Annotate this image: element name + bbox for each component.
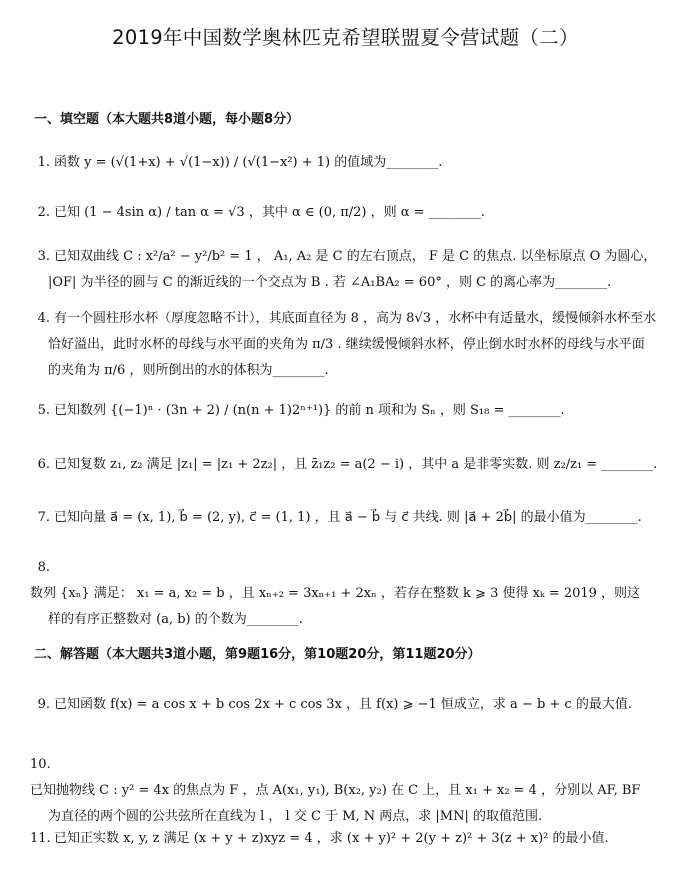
question-number: 4. [37,311,50,326]
question-text: |OF| 为半径的圆与 C 的渐近线的一个交点为 B . 若 ∠A₁BA₂ = 60° ，则 C 的离心率为________. [48,275,612,290]
question-10 [30,752,664,830]
question-1 [30,150,664,176]
question-text: 已知函数 f(x) = a cos x + b cos 2x + c cos 3x ，且 f(x) ⩾ −1 恒成立，求 a − b + c 的最大值. [54,697,632,712]
question-text: 已知数列 {(−1)ⁿ · (3n + 2) / (n(n + 1)2ⁿ⁺¹)} 的前 n 项和为 Sₙ ，则 S₁₈ = ________. [54,403,565,418]
question-number: 3. [37,249,50,264]
question-text: 已知双曲线 C : x²/a² − y²/b² = 1 ， A₁, A₂ 是 C 的左右顶点， F 是 C 的焦点. 以坐标原点 O 为圆心， [54,249,657,264]
question-number: 8. [37,560,50,575]
question-7 [30,505,664,531]
question-number: 2. [37,205,50,220]
question-11 [30,826,664,852]
question-number: 5. [37,403,50,418]
question-text: 为直径的两个圆的公共弦所在直线为 l ， l 交 C 于 M, N 两点，求 |MN| 的取值范围. [48,809,543,824]
page-title: 2019年中国数学奥林匹克希望联盟夏令营试题（二） [112,26,579,49]
question-text: 已知正实数 x, y, z 满足 (x + y + z)xyz = 4 ，求 (x + y)² + 2(y + z)² + 3(z + x)² 的最小值. [54,831,609,846]
question-text: 函数 y = (√(1+x) + √(1−x)) / (√(1−x²) + 1) 的值域为________. [54,155,443,170]
question-text: 的夹角为 π/6 ，则所倒出的水的体积为________. [48,363,329,378]
question-text: 已知向量 a⃗ = (x, 1), b⃗ = (2, y), c⃗ = (1, 1) ，且 a⃗ − b⃗ 与 c⃗ 共线. 则 |a⃗ + 2b⃗| 的最小值为________. [54,510,642,525]
question-4 [30,306,664,384]
question-text: 已知复数 z₁, z₂ 满足 |z₁| = |z₁ + 2z₂| ，且 z̄₁z₂ = a(2 − i) ，其中 a 是非零实数. 则 z₂/z₁ = ________. [54,457,658,472]
section-heading-fill-in: 一、填空题（本大题共8道小题，每小题8分） [34,112,300,127]
section-heading-solve: 二、解答题（本大题共3道小题，第9题16分，第10题20分，第11题20分） [34,647,481,662]
question-text: 样的有序正整数对 (a, b) 的个数为________. [48,612,303,627]
question-number: 9. [37,697,50,712]
question-text: 数列 {xₙ} 满足： x₁ = a, x₂ = b ，且 xₙ₊₂ = 3xₙ₊₁ + 2xₙ ，若存在整数 k ⩾ 3 使得 xₖ = 2019 ，则这 [30,586,641,601]
question-text: 有一个圆柱形水杯（厚度忽略不计），其底面直径为 8 ，高为 8√3 ，水杯中有适量水，缓慢倾斜水杯至水 [54,311,657,326]
question-8 [30,555,664,633]
question-number: 10. [30,757,51,772]
question-3 [30,244,664,296]
question-5 [30,398,664,424]
question-text: 恰好溢出，此时水杯的母线与水平面的夹角为 π/3 . 继续缓慢倾斜水杯，停止倒水时水杯的母线与水平面 [48,337,645,352]
question-number: 6. [37,457,50,472]
question-number: 1. [37,155,50,170]
question-text: 已知抛物线 C : y² = 4x 的焦点为 F ，点 A(x₁, y₁), B(x₂, y₂) 在 C 上，且 x₁ + x₂ = 4 ，分别以 AF, BF [30,783,641,798]
question-6 [30,452,664,478]
question-9 [30,692,664,718]
question-number: 11. [30,831,51,846]
question-number: 7. [37,510,50,525]
question-text: 已知 (1 − 4sin α) / tan α = √3 ，其中 α ∈ (0, π/2) ，则 α = ________. [54,205,485,220]
question-2 [30,200,664,226]
